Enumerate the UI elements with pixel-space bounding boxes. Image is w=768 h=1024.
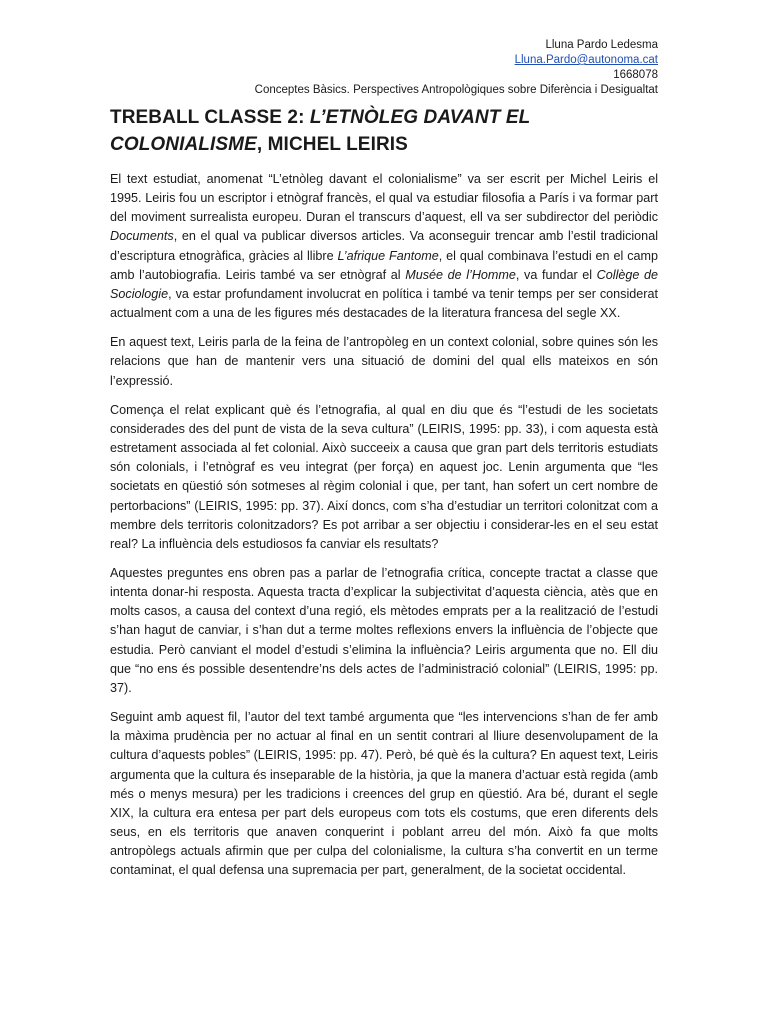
p1-italic-documents: Documents (110, 229, 174, 244)
paragraph-3: Comença el relat explicant què és l’etnografia, al qual en diu que és “l’estudi de les societats considerades des del punt de vista de la seva cultura” (LEIRIS, 1995: pp. 33), i com aquesta està estretament associada al fet colonial. Això succeeix a causa que gran part dels territoris estudiats són colonials, i l’etnògraf es veu integrat (per força) en aquest joc. Lenin argumenta que “les societats en qüestió són sotmeses al règim colonial i que, per tant, han sofert un cert nombre de pertorbacions” (LEIRIS, 1995: pp. 37). Així doncs, com s’ha d’estudiar un territori colonitzat com a membre dels territoris colonitzadors? Es pot arribar a ser objectiu i considerar-les en el seu estat real? La influència dels estudiosos fa canviar els resultats? (110, 402, 658, 551)
author-email-link[interactable]: Lluna.Pardo@autonoma.cat (514, 54, 658, 66)
p1-italic-musee: Musée de l’Homme (405, 267, 516, 282)
paragraph-4: Aquestes preguntes ens obren pas a parlar de l’etnografia crítica, concepte tractat a classe que intenta donar-hi resposta. Aquesta tracta d’explicar la subjectivitat d’aquesta ciència, atès que en molts casos, a causa del context d’una regió, els mètodes emprats per a la realització de l’estudi s’han hagut de canviar, i s’han dut a terme moltes reflexions envers la influència de l’objecte que estudia. Però canviant el model d’estudi s’elimina la influència? Leiris argumenta que no. Ell diu que “no ens és possible desentendre’ns dels actes de l’administració colonial” (LEIRIS, 1995: pp. 37). (110, 565, 658, 695)
title-suffix: , MICHEL LEIRIS (256, 134, 408, 155)
document-header (110, 38, 658, 98)
title-italic: L’ETNÒLEG DAVANT EL COLONIALISME (110, 107, 530, 155)
p1-italic-afrique: L’afrique Fantome (337, 248, 439, 263)
document-title (110, 104, 658, 158)
p1-text-e: , el qual combinava l’estudi en el camp amb l’autobiografia. Leiris també va ser etnògraf al (110, 248, 658, 282)
paragraph-1 (110, 170, 658, 323)
p1-text-g: , va fundar el (515, 267, 597, 282)
author-name: Lluna Pardo Ledesma (545, 39, 658, 51)
p1-text-c: , en el qual va publicar diversos articles. Va aconseguir trencar amb l’estil tradicional d’escriptura etnogràfica, gràcies al llibre (110, 229, 658, 263)
title-prefix: TREBALL CLASSE 2: (110, 107, 310, 128)
p1-text-i: , va estar profundament involucrat en política i també va tenir temps per ser considerat actualment com a una de les figures més destacades de la literatura francesa del segle XX. (110, 286, 658, 321)
paragraph-2: En aquest text, Leiris parla de la feina de l’antropòleg en un context colonial, sobre quines són les relacions que han de mantenir vers una situació de domini del qual ells mateixos en són l’expressió. (110, 335, 658, 388)
course-name: Conceptes Bàsics. Perspectives Antropològiques sobre Diferència i Desigualtat (254, 84, 658, 96)
p1-text-a: El text estudiat, anomenat “L’etnòleg davant el colonialisme” va ser escrit per Michel Leiris el 1995. Leiris fou un escriptor i etnògraf francès, el qual va estudiar filosofia a París i va formar part del moviment surrealista europeu. Duran el transcurs d’aquest, ell va ser subdirector del periòdic (110, 172, 658, 225)
student-id: 1668078 (613, 69, 658, 81)
paragraph-5: Seguint amb aquest fil, l’autor del text també argumenta que “les intervencions s’han de fer amb la màxima prudència per no actuar al final en un sentit contrari al lliure desenvolupament de la cultura d’aquests pobles” (LEIRIS, 1995: pp. 47). Però, bé què és la cultura? En aquest text, Leiris argumenta que la cultura és inseparable de la història, ja que la manera d’actuar està regida (amb més o menys mesura) per les tradicions i creences del grup en qüestió. Ara bé, durant el segle XIX, la cultura era entesa per part dels europeus com tots els costums, que eren diferents dels seus, en els territoris que anaven conquerint i poblant arreu del món. Això fa que molts antropòlegs actuals afirmin que per culpa del colonialisme, la cultura s’ha convertit en un terme contaminat, el qual defensa una supremacia per part, generalment, de la societat occidental. (110, 710, 658, 878)
p1-italic-college: Collège de Sociologie (110, 267, 658, 301)
